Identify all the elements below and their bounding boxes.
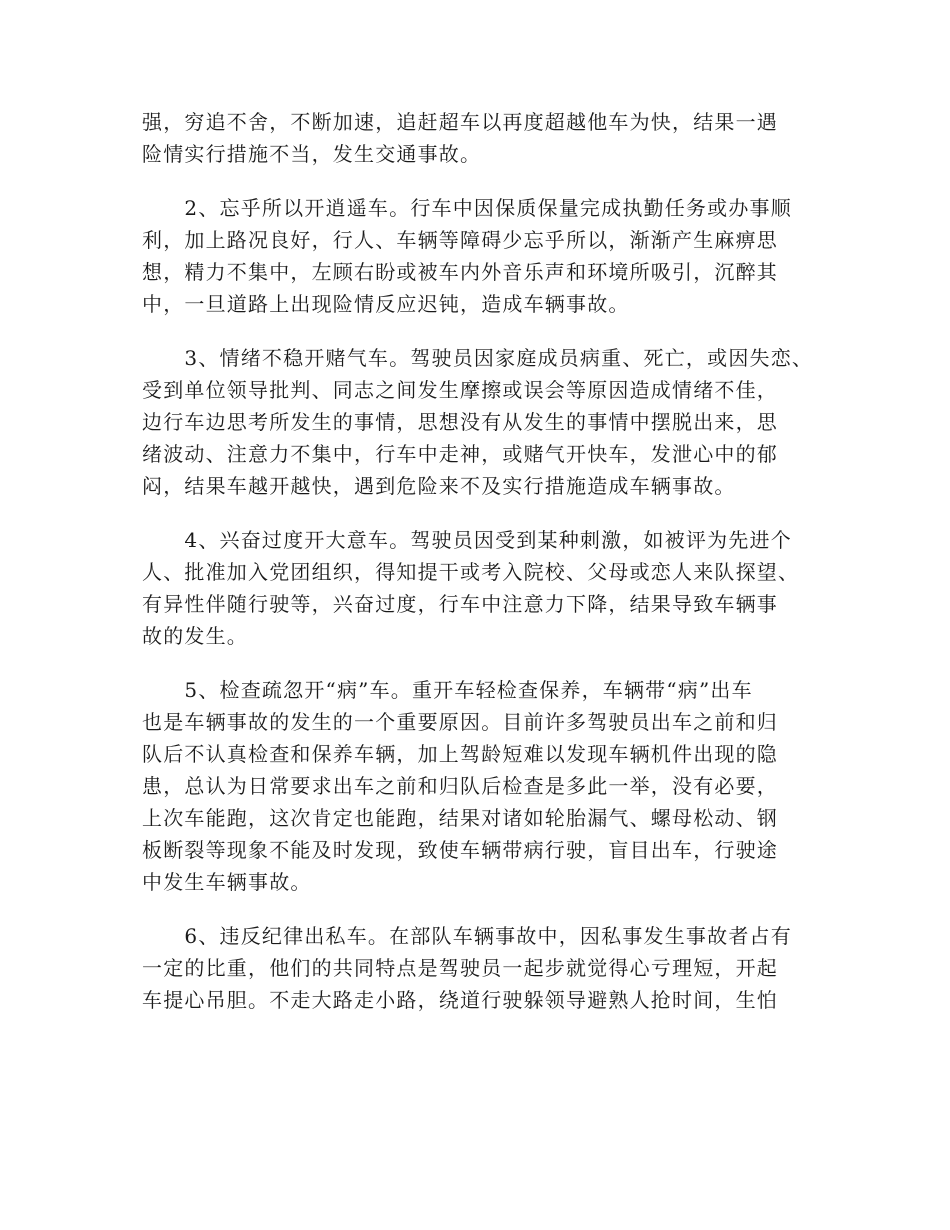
text-line: 4、兴奋过度开大意车。驾驶员因受到某种刺激，如被评为先进个: [142, 528, 792, 552]
text-line: 3、情绪不稳开赌气车。驾驶员因家庭成员病重、死亡，或因失恋、: [142, 346, 814, 370]
text-line: 板断裂等现象不能及时发现，致使车辆带病行驶，盲目出车，行驶途: [142, 838, 778, 862]
text-line: 有异性伴随行驶等，兴奋过度，行车中注意力下降，结果导致车辆事: [142, 592, 778, 616]
text-line: 受到单位领导批判、同志之间发生摩擦或误会等原因造成情绪不佳，: [142, 378, 778, 402]
text-line: 想，精力不集中，左顾右盼或被车内外音乐声和环境所吸引，沉醉其: [142, 260, 778, 284]
text-line: 上次车能跑，这次肯定也能跑，结果对诸如轮胎漏气、螺母松动、钢: [142, 806, 778, 830]
text-line: 利，加上路况良好，行人、车辆等障碍少忘乎所以，渐渐产生麻痹思: [142, 228, 778, 252]
text-line: 险情实行措施不当，发生交通事故。: [142, 142, 482, 166]
text-line: 闷，结果车越开越快，遇到危险来不及实行措施造成车辆事故。: [142, 474, 736, 498]
text-line: 患，总认为日常要求出车之前和归队后检查是多此一举，没有必要，: [142, 774, 778, 798]
text-line: 边行车边思考所发生的事情，思想没有从发生的事情中摆脱出来，思: [142, 410, 778, 434]
text-line: 人、批准加入党团组织，得知提干或考入院校、父母或恋人来队探望、: [142, 560, 800, 584]
text-line: 故的发生。: [142, 624, 248, 648]
document-body: [142, 106, 822, 1016]
text-line: 5、检查疏忽开“病”车。重开车轻检查保养，车辆带“病”出车: [142, 678, 753, 702]
paragraph-5: [142, 674, 822, 898]
paragraph-6: [142, 920, 822, 1016]
paragraph-1: [142, 106, 822, 170]
text-line: 也是车辆事故的发生的一个重要原因。目前许多驾驶员出车之前和归: [142, 710, 778, 734]
paragraph-4: [142, 524, 822, 652]
paragraph-2: [142, 192, 822, 320]
text-line: 中，一旦道路上出现险情反应迟钝，造成车辆事故。: [142, 292, 630, 316]
text-line: 车提心吊胆。不走大路走小路，绕道行驶躲领导避熟人抢时间，生怕: [142, 988, 778, 1012]
text-line: 2、忘乎所以开逍遥车。行车中因保质保量完成执勤任务或办事顺: [142, 196, 792, 220]
text-line: 一定的比重，他们的共同特点是驾驶员一起步就觉得心亏理短，开起: [142, 956, 778, 980]
text-line: 中发生车辆事故。: [142, 870, 312, 894]
text-line: 绪波动、注意力不集中，行车中走神，或赌气开快车，发泄心中的郁: [142, 442, 778, 466]
text-line: 强，穷追不舍，不断加速，追赶超车以再度超越他车为快，结果一遇: [142, 110, 778, 134]
text-line: 队后不认真检查和保养车辆，加上驾龄短难以发现车辆机件出现的隐: [142, 742, 778, 766]
text-line: 6、违反纪律出私车。在部队车辆事故中，因私事发生事故者占有: [142, 924, 792, 948]
paragraph-3: [142, 342, 822, 502]
